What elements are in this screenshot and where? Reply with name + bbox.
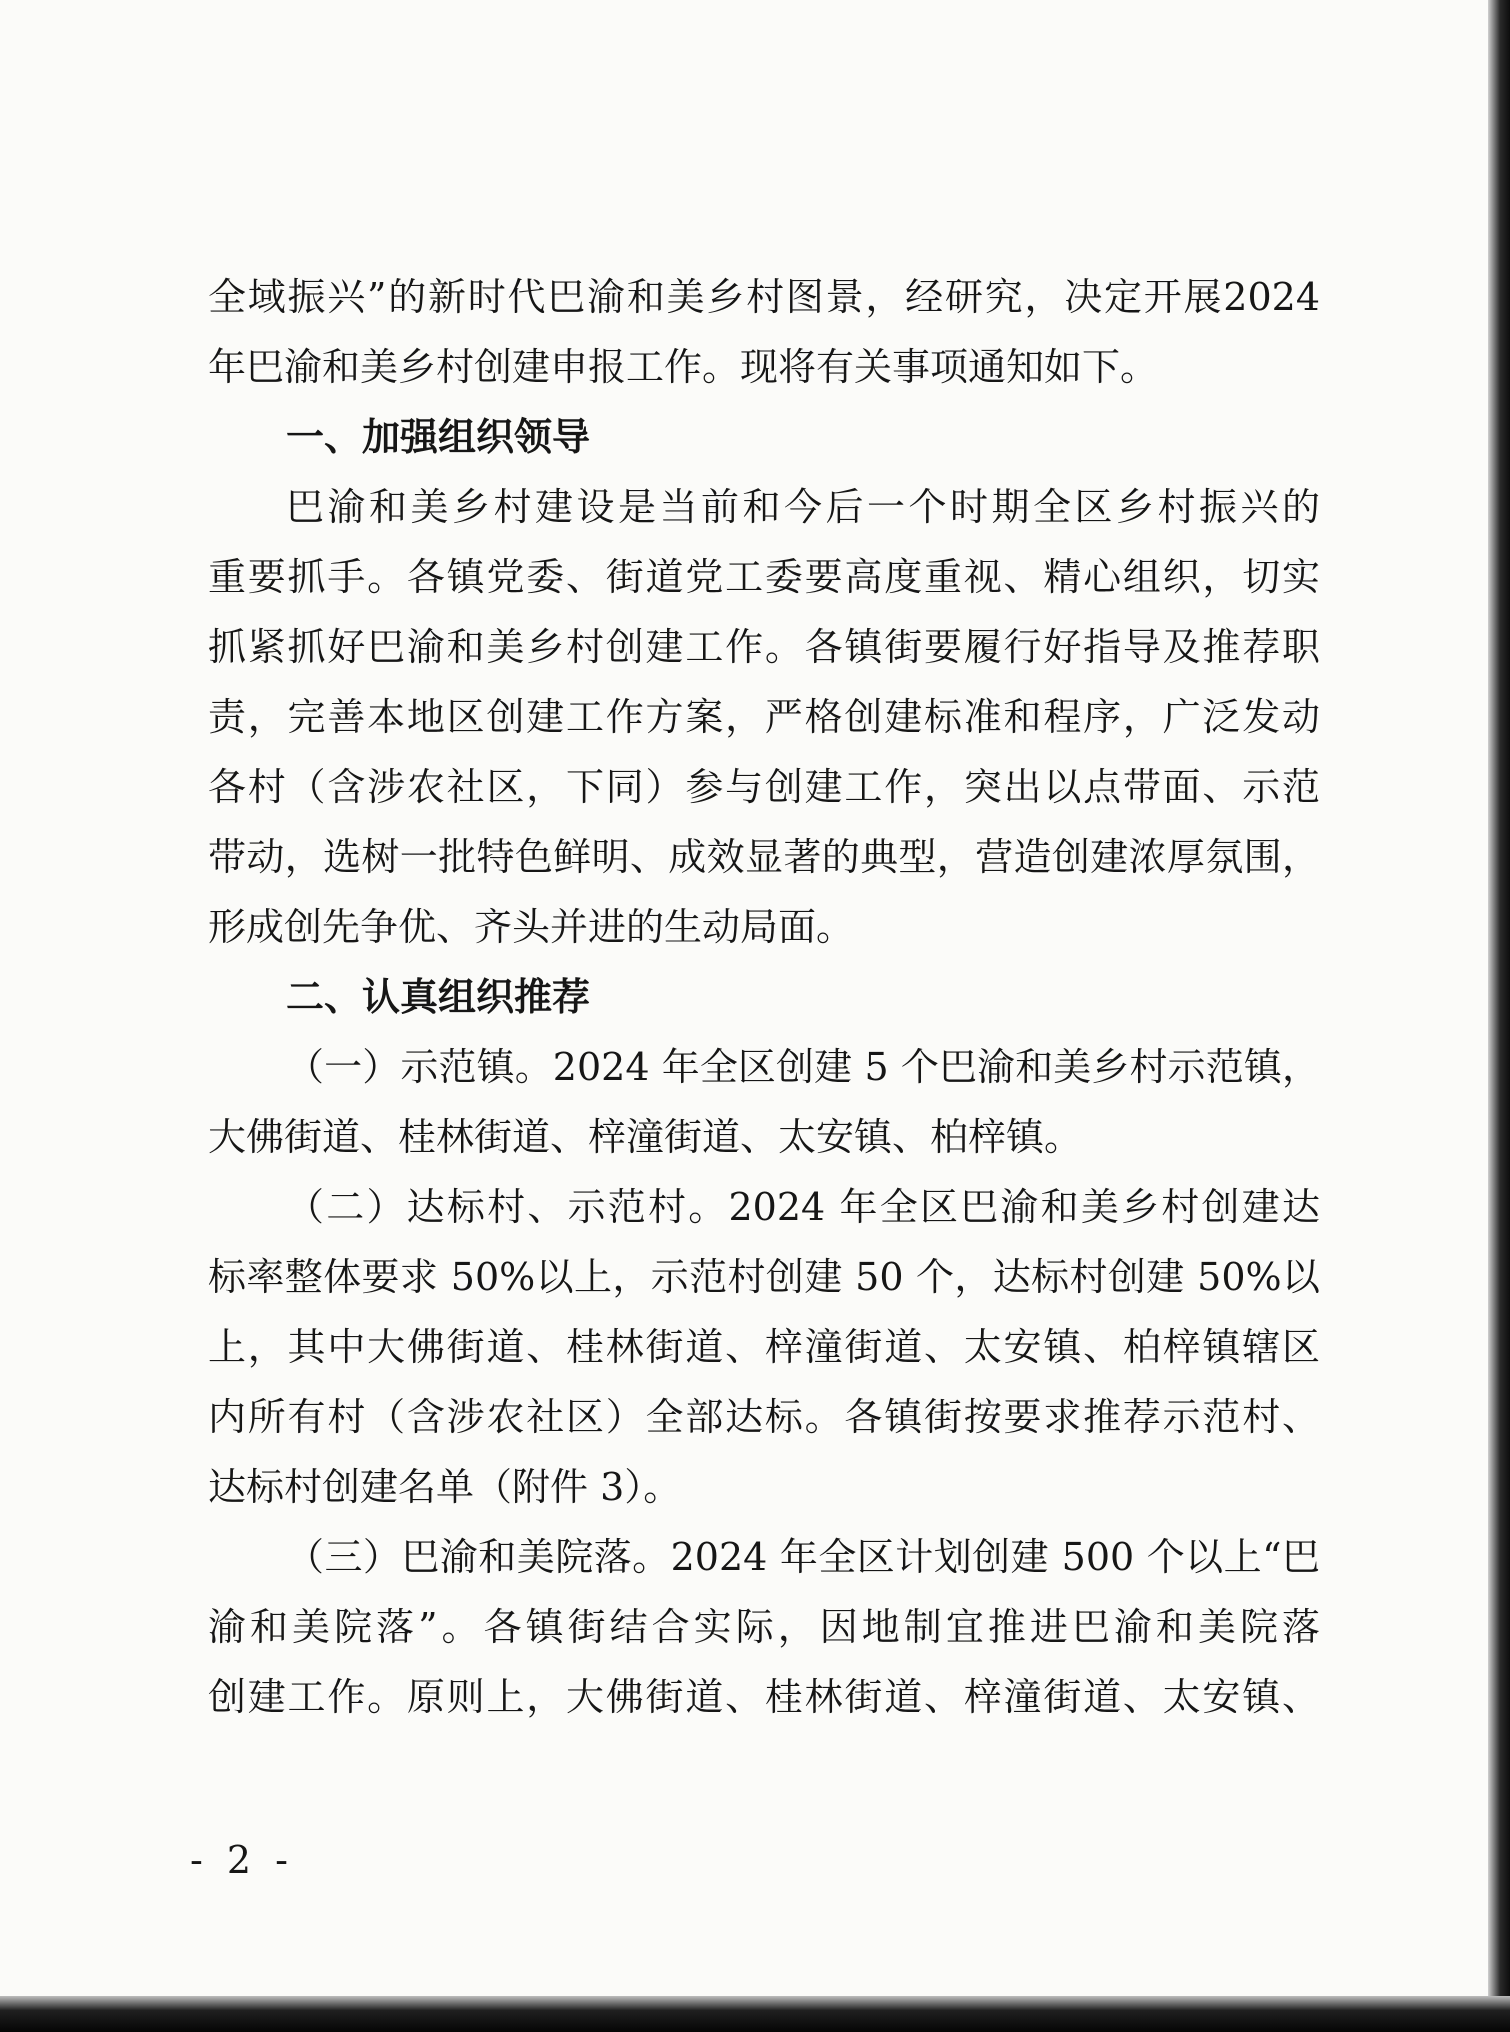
text-line: 大佛街道、桂林街道、梓潼街道、太安镇、柏梓镇。 (208, 1115, 1083, 1159)
paragraph-first-line: （二）达标村、示范村。2024 年全区巴渝和美乡村创建达 (286, 1185, 1320, 1229)
scan-shadow-right (1488, 0, 1510, 2032)
paragraph-first-line: 巴渝和美乡村建设是当前和今后一个时期全区乡村振兴的 (286, 485, 1320, 529)
text-line: 内所有村（含涉农社区）全部达标。各镇街按要求推荐示范村、 (208, 1395, 1320, 1439)
section-heading: 一、加强组织领导 (286, 415, 591, 459)
text-line: 创建工作。原则上，大佛街道、桂林街道、梓潼街道、太安镇、 (208, 1675, 1320, 1719)
page-number: - 2 - (190, 1838, 295, 1882)
text-line: 形成创先争优、齐头并进的生动局面。 (208, 905, 855, 949)
text-line: 标率整体要求 50%以上，示范村创建 50 个，达标村创建 50%以 (208, 1255, 1320, 1299)
text-line: 上，其中大佛街道、桂林街道、梓潼街道、太安镇、柏梓镇辖区 (208, 1325, 1320, 1369)
scan-shadow-bottom (0, 1996, 1510, 2032)
text-line: 达标村创建名单（附件 3）。 (208, 1465, 682, 1509)
text-line: 全域振兴”的新时代巴渝和美乡村图景，经研究，决定开展2024 (208, 275, 1320, 319)
text-line: 抓紧抓好巴渝和美乡村创建工作。各镇街要履行好指导及推荐职 (208, 625, 1320, 669)
paragraph-first-line: （三）巴渝和美院落。2024 年全区计划创建 500 个以上“巴 (286, 1535, 1320, 1579)
paragraph-first-line: （一）示范镇。2024 年全区创建 5 个巴渝和美乡村示范镇， (286, 1045, 1320, 1089)
text-line: 渝和美院落”。各镇街结合实际，因地制宜推进巴渝和美院落 (208, 1605, 1320, 1649)
text-line: 责，完善本地区创建工作方案，严格创建标准和程序，广泛发动 (208, 695, 1320, 739)
text-line: 各村（含涉农社区，下同）参与创建工作，突出以点带面、示范 (208, 765, 1320, 809)
text-line: 带动，选树一批特色鲜明、成效显著的典型，营造创建浓厚氛围， (208, 835, 1320, 879)
text-line: 重要抓手。各镇党委、街道党工委要高度重视、精心组织，切实 (208, 555, 1320, 599)
section-heading: 二、认真组织推荐 (286, 975, 591, 1019)
text-line: 年巴渝和美乡村创建申报工作。现将有关事项通知如下。 (208, 345, 1159, 389)
document-body (208, 262, 1320, 1732)
